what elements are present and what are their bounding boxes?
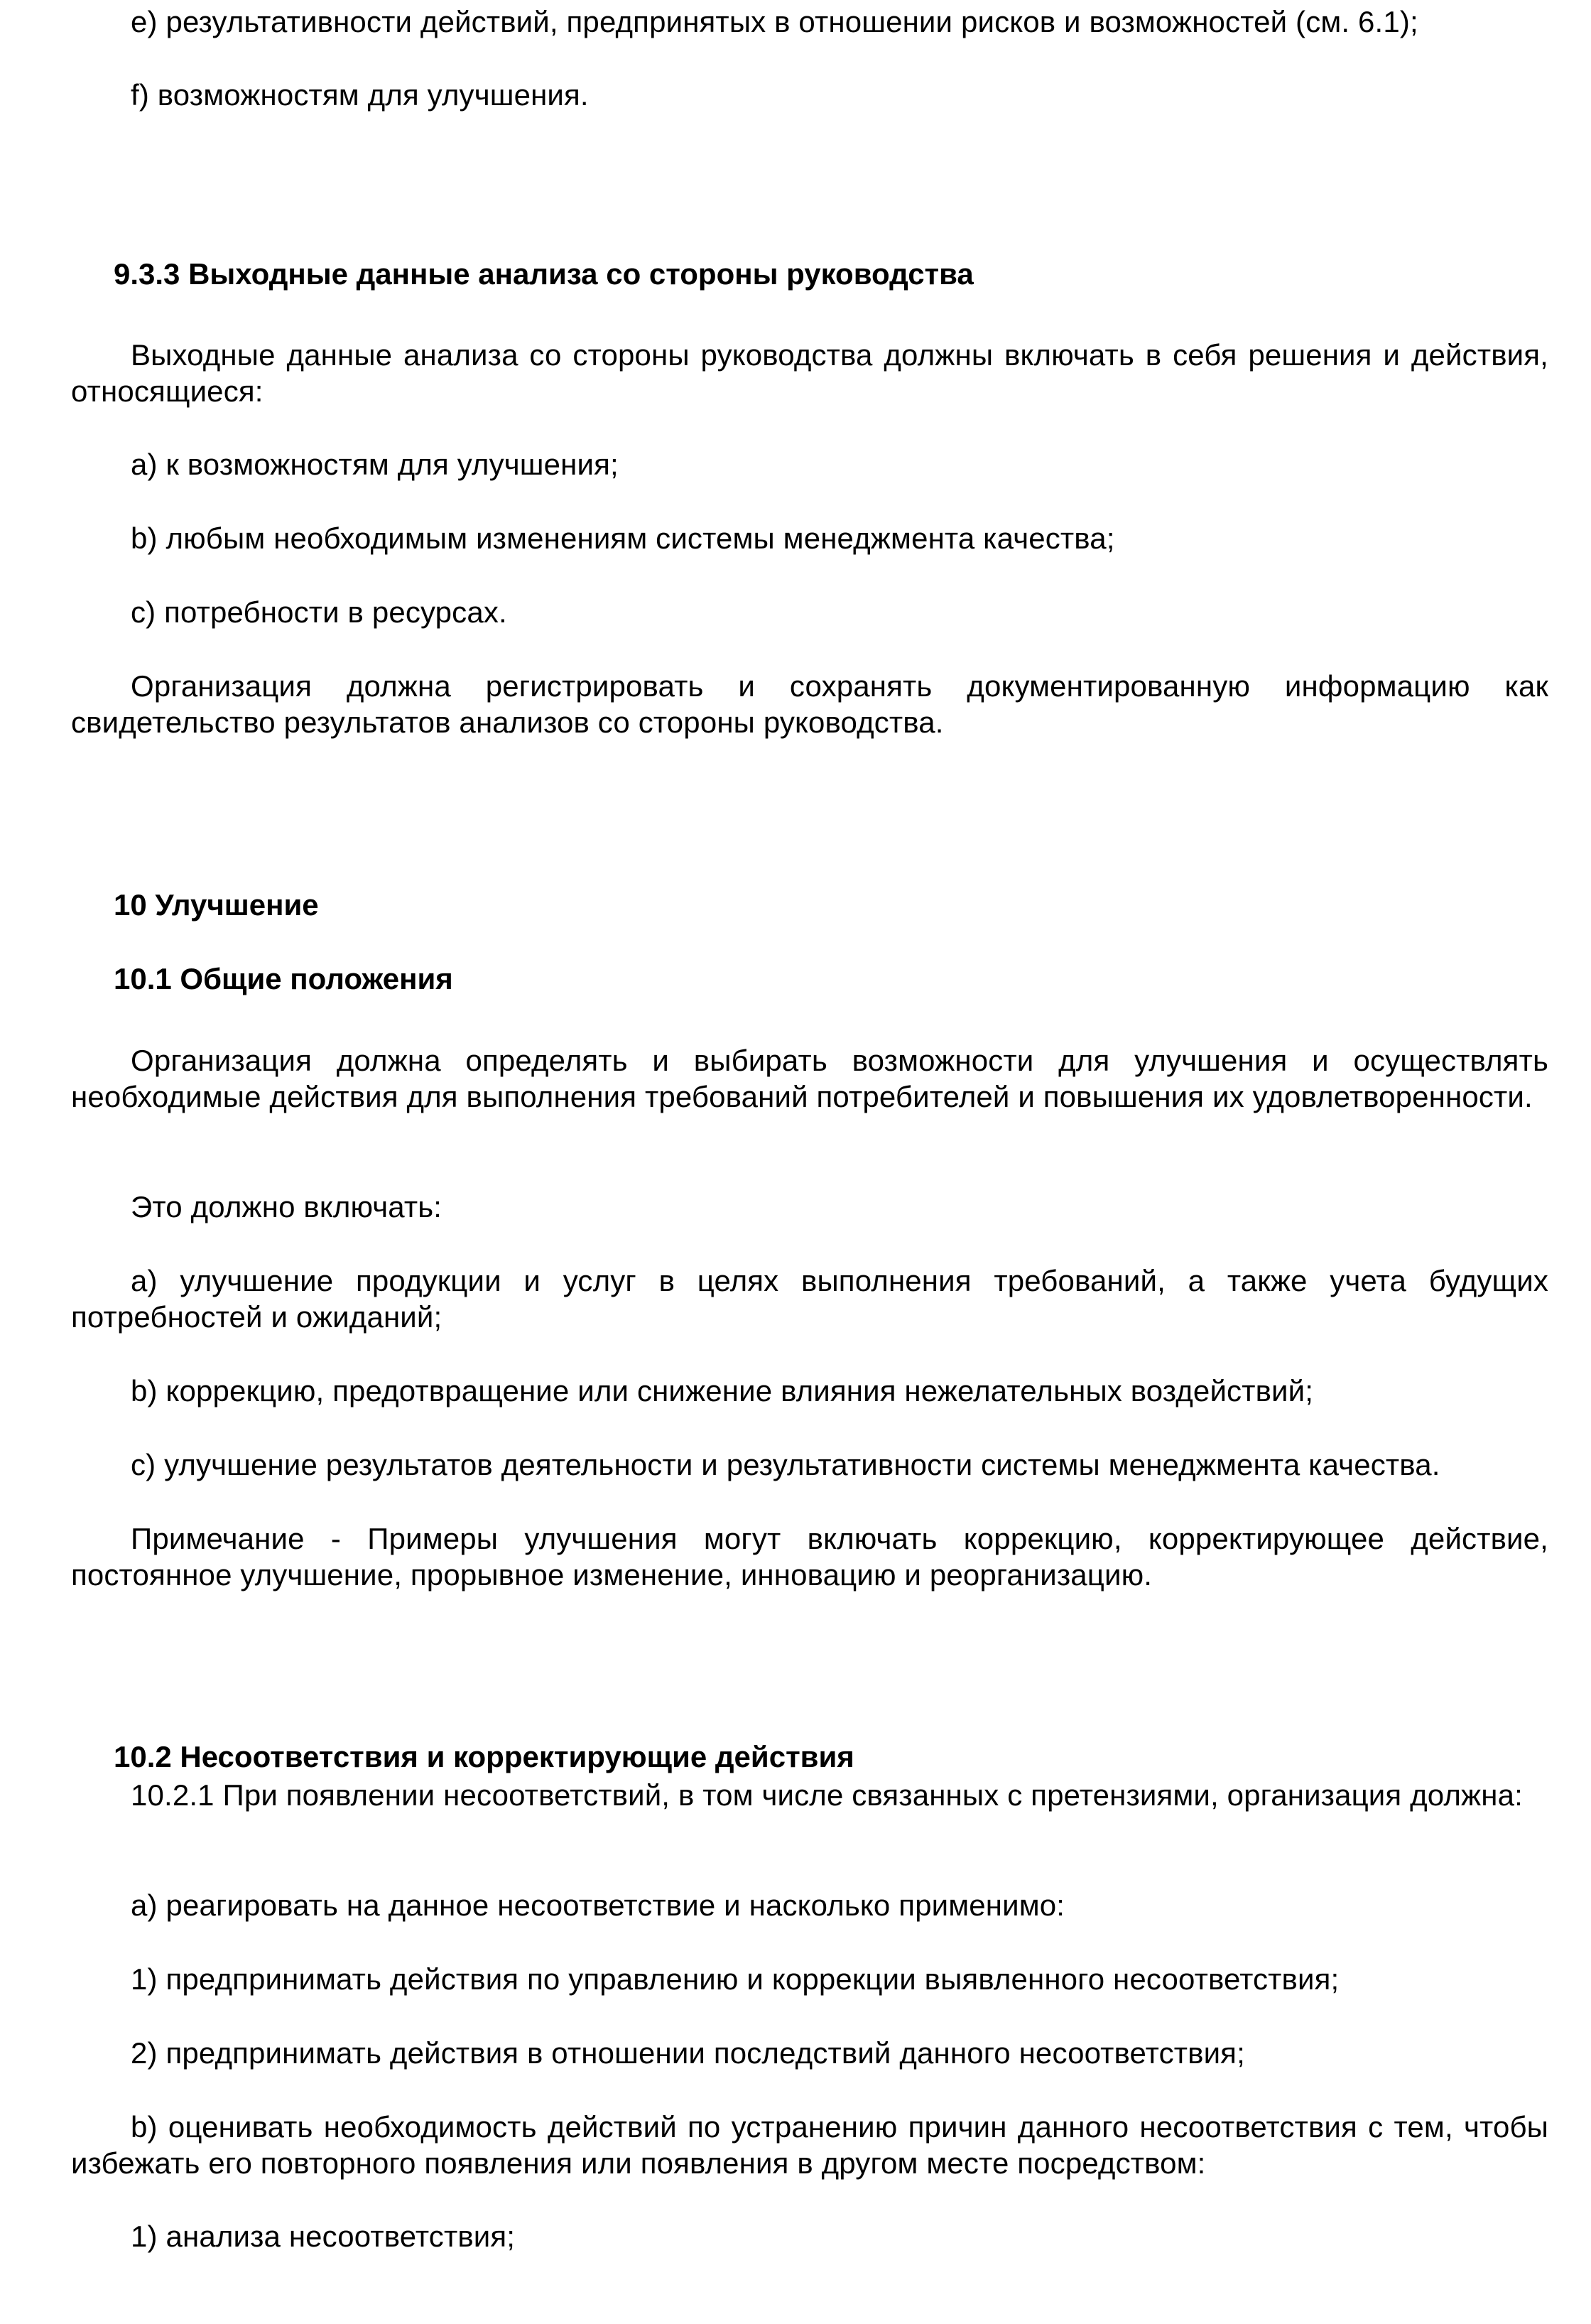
paragraph-records: Организация должна регистрировать и сохранять документированную информацию как свидетельство результатов анализов со стороны руководства. [71,669,1548,739]
sublist-item-2-consequences: 2) предпринимать действия в отношении последствий данного несоответствия; [131,2036,1245,2070]
list-item-a-react: a) реагировать на данное несоответствие и насколько применимо: [131,1888,1065,1922]
sublist-item-1-control: 1) предпринимать действия по управлению и коррекции выявленного несоответствия; [131,1962,1340,1996]
list-item-c: c) потребности в ресурсах. [131,595,507,629]
list-item-e: e) результативности действий, предпринятых в отношении рисков и возможностей (см. 6.1); [131,5,1418,38]
list-item-f: f) возможностям для улучшения. [131,78,589,112]
list-item-b-evaluate: b) оценивать необходимость действий по устранению причин данного несоответствия с тем, чтобы избежать его повторного появления или появления в другом месте посредством: [71,2110,1548,2180]
paragraph-note: Примечание - Примеры улучшения могут включать коррекцию, корректирующее действие, постоянное улучшение, прорывное изменение, инновацию и реорганизацию. [71,1522,1548,1591]
section-heading-10-1: 10.1 Общие положения [114,962,453,995]
list-item-c-results: c) улучшение результатов деятельности и результативности системы менеджмента качества. [131,1448,1440,1481]
list-item-b: b) любым необходимым изменениям системы менеджмента качества; [131,521,1115,555]
paragraph-10-2-1: 10.2.1 При появлении несоответствий, в том числе связанных с претензиями, организация должна: [131,1778,1523,1812]
section-heading-10-2: 10.2 Несоответствия и корректирующие действия [114,1740,854,1773]
list-item-a-improvement: a) улучшение продукции и услуг в целях выполнения требований, а также учета будущих потребностей и ожиданий; [71,1264,1548,1334]
paragraph-improvement-intro: Организация должна определять и выбирать возможности для улучшения и осуществлять необходимые действия для выполнения требований потребителей и повышения их удовлетворенности. [71,1044,1548,1113]
sublist-item-1-analysis: 1) анализа несоответствия; [131,2220,516,2253]
paragraph-should-include: Это должно включать: [131,1190,442,1223]
paragraph-outputs-intro: Выходные данные анализа со стороны руководства должны включать в себя решения и действия, относящиеся: [71,338,1548,408]
list-item-a: a) к возможностям для улучшения; [131,448,619,481]
section-heading-10: 10 Улучшение [114,888,319,922]
list-item-b-correction: b) коррекцию, предотвращение или снижение влияния нежелательных воздействий; [131,1374,1314,1407]
section-heading-9-3-3: 9.3.3 Выходные данные анализа со стороны руководства [114,257,974,291]
